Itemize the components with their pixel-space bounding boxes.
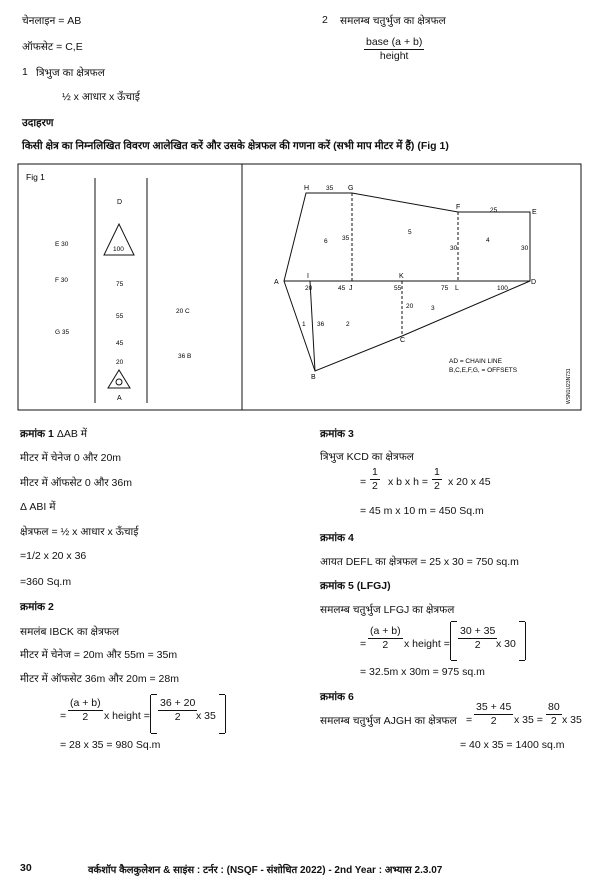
step2-heading: क्रमांक 2 bbox=[20, 601, 54, 613]
step2-line1: समलंब IBCK का क्षेत्रफल bbox=[20, 626, 120, 638]
step3-num2: 1 bbox=[434, 466, 440, 478]
step1-line5: =1/2 x 20 x 36 bbox=[20, 550, 87, 562]
step5-equals: = bbox=[360, 638, 367, 650]
step3-den1: 2 bbox=[372, 480, 378, 492]
step2-numerator: (a + b) bbox=[70, 697, 101, 709]
step5-bracket-denominator: 2 bbox=[474, 639, 481, 651]
step6-result: = 40 x 35 = 1400 sq.m bbox=[460, 739, 565, 751]
footer-title: वर्कशॉप कैलकुलेशन & साइंस : टर्नर : (NSQF - संशोधित 2022) - 2nd Year : अभ्यास 2.3.07 bbox=[88, 865, 443, 876]
field-45: 45 bbox=[116, 340, 124, 347]
step2-bracket-fraction bbox=[158, 697, 197, 724]
pt-c: C bbox=[400, 337, 406, 344]
step6-den2: 2 bbox=[550, 715, 557, 727]
step3-equals: = bbox=[360, 476, 367, 488]
step6-fraction2 bbox=[546, 701, 562, 728]
field-100: 100 bbox=[113, 246, 124, 253]
step3-heading: क्रमांक 3 bbox=[320, 428, 354, 440]
page-number: 30 bbox=[20, 862, 32, 874]
step5-line1: समलम्ब चतुर्भुज LFGJ का क्षेत्रफल bbox=[320, 604, 455, 616]
legend-chain: AD = CHAIN LINE bbox=[449, 358, 502, 365]
step1-line4: क्षेत्रफल = ½ x आधार x ऊँचाई bbox=[20, 526, 139, 538]
step5-heading: क्रमांक 5 (LFGJ) bbox=[320, 580, 391, 592]
area-5: 5 bbox=[408, 229, 412, 236]
step2-line3: मीटर में ऑफसेट 36m और 20m = 28m bbox=[20, 673, 179, 685]
step2-result: = 28 x 35 = 980 Sq.m bbox=[60, 739, 161, 751]
field-75: 75 bbox=[116, 281, 124, 288]
step2-denominator: 2 bbox=[82, 711, 89, 723]
pt-h: H bbox=[304, 185, 310, 192]
lbl-36: 36 bbox=[317, 321, 325, 328]
problem-statement: किसी क्षेत्र का निम्नलिखित विवरण आलेखित करें और उसके क्षेत्रफल की गणना करें (सभी माप मीटर में हैं) (Fig 1) bbox=[22, 140, 449, 152]
step5-denominator: 2 bbox=[382, 639, 389, 651]
area-1: 1 bbox=[302, 321, 306, 328]
fig-caption: Fig 1 bbox=[26, 172, 45, 182]
lbl-100-base: 100 bbox=[497, 285, 508, 292]
step6-num2: 80 bbox=[548, 701, 560, 713]
step6-line1: समलम्ब चतुर्भुज AJGH का क्षेत्रफल bbox=[320, 715, 457, 727]
item1-title: त्रिभुज का क्षेत्रफल bbox=[36, 67, 105, 79]
offset-text: ऑफसेट = C,E bbox=[22, 41, 83, 53]
step3-middle: x b x h = bbox=[388, 476, 428, 488]
step4-line1: आयत DEFL का क्षेत्रफल = 25 x 30 = 750 sq.m bbox=[320, 556, 519, 568]
pt-a: A bbox=[274, 279, 279, 286]
area-4: 4 bbox=[486, 237, 490, 244]
step6-tail: x 35 bbox=[562, 714, 582, 726]
step6-middle: x 35 = bbox=[514, 714, 543, 726]
step1-line3: Δ ABI में bbox=[20, 501, 56, 513]
lbl-75-base: 75 bbox=[441, 285, 449, 292]
pt-f: F bbox=[456, 204, 461, 211]
area-3: 3 bbox=[431, 305, 435, 312]
example-heading: उदाहरण bbox=[22, 117, 54, 129]
step6-equals: = bbox=[466, 714, 473, 726]
step6-fraction1 bbox=[474, 701, 513, 728]
step5-fraction bbox=[368, 625, 403, 652]
step1-label: क्रमांक 1 bbox=[20, 428, 54, 440]
field-d: D bbox=[117, 199, 123, 206]
step3-result: = 45 m x 10 m = 450 Sq.m bbox=[360, 505, 484, 517]
item1-number: 1 bbox=[22, 66, 28, 78]
fieldbook-panel bbox=[18, 164, 242, 410]
lbl-45-base: 45 bbox=[338, 285, 346, 292]
item2-numerator: base (a + b) bbox=[366, 36, 423, 48]
lbl-55-base: 55 bbox=[394, 285, 402, 292]
step5-result: = 32.5m x 30m = 975 sq.m bbox=[360, 666, 485, 678]
lbl-20-kc: 20 bbox=[406, 303, 414, 310]
step3-tail: x 20 x 45 bbox=[448, 476, 491, 488]
area-6: 6 bbox=[324, 238, 328, 245]
field-e30: E 30 bbox=[55, 241, 69, 248]
plot-panel bbox=[242, 164, 581, 410]
step1-line1: मीटर में चेनेज 0 और 20m bbox=[20, 452, 122, 464]
field-boundary bbox=[284, 193, 530, 371]
lbl-30-a: 30 bbox=[450, 245, 458, 252]
step1-triangle: ΔAB में bbox=[56, 428, 88, 440]
pt-g: G bbox=[348, 185, 354, 192]
start-circle-symbol bbox=[116, 379, 122, 385]
field-20: 20 bbox=[116, 359, 124, 366]
pt-d: D bbox=[531, 279, 537, 286]
lbl-35-top: 35 bbox=[326, 185, 334, 192]
step2-bracket-numerator: 36 + 20 bbox=[160, 697, 196, 709]
legend-offsets: B,C,E,F,G, = OFFSETS bbox=[449, 367, 518, 374]
step1-heading bbox=[20, 427, 87, 441]
step6-heading: क्रमांक 6 bbox=[320, 691, 354, 703]
step2-equals: = bbox=[60, 710, 67, 722]
field-g35: G 35 bbox=[55, 329, 70, 336]
step4-heading: क्रमांक 4 bbox=[320, 532, 354, 544]
area-2: 2 bbox=[346, 321, 350, 328]
step2-middle: x height = bbox=[104, 710, 150, 722]
step5-middle: x height = bbox=[404, 638, 450, 650]
step3-den2: 2 bbox=[434, 480, 440, 492]
step1-line2: मीटर में ऑफसेट 0 और 36m bbox=[20, 477, 132, 489]
field-a: A bbox=[117, 395, 122, 402]
step5-bracket-multiplier: x 30 bbox=[496, 638, 516, 650]
step2-bracket-denominator: 2 bbox=[174, 711, 181, 723]
step2-fraction bbox=[68, 697, 103, 724]
pt-e: E bbox=[532, 209, 537, 216]
field-f30: F 30 bbox=[55, 277, 69, 284]
item1-formula: ½ x आधार x ऊँचाई bbox=[62, 91, 140, 103]
lbl-35-v: 35 bbox=[342, 235, 350, 242]
pt-k: K bbox=[399, 273, 404, 280]
chainline-text: चेनलाइन = AB bbox=[22, 15, 82, 27]
step3-fraction1 bbox=[370, 466, 380, 493]
step3-fraction2 bbox=[432, 466, 442, 493]
field-b36: 36 B bbox=[178, 353, 192, 360]
pt-j: J bbox=[349, 285, 353, 292]
lbl-30-b: 30 bbox=[521, 245, 529, 252]
step2-bracket-multiplier: x 35 bbox=[196, 710, 216, 722]
pt-b: B bbox=[311, 374, 316, 381]
field-c20: 20 C bbox=[176, 308, 190, 315]
step3-num1: 1 bbox=[372, 466, 378, 478]
lbl-25: 25 bbox=[490, 207, 498, 214]
step6-den1: 2 bbox=[490, 715, 497, 727]
item2-title: समलम्ब चतुर्भुज का क्षेत्रफल bbox=[340, 15, 446, 27]
step6-num1: 35 + 45 bbox=[476, 701, 512, 713]
field-55: 55 bbox=[116, 313, 124, 320]
step5-numerator: (a + b) bbox=[370, 625, 401, 637]
step1-line6: =360 Sq.m bbox=[20, 576, 72, 588]
figure-code: WSN1U23N731 bbox=[566, 368, 572, 404]
step5-bracket-numerator: 30 + 35 bbox=[460, 625, 496, 637]
item2-denominator: height bbox=[379, 50, 409, 62]
lbl-20-base: 20 bbox=[305, 285, 313, 292]
step5-bracket-fraction bbox=[458, 625, 497, 652]
pt-i: I bbox=[307, 273, 309, 280]
step3-line1: त्रिभुज KCD का क्षेत्रफल bbox=[320, 451, 414, 463]
item2-number: 2 bbox=[322, 14, 328, 26]
pt-l: L bbox=[455, 285, 459, 292]
step2-line2: मीटर में चेनेज = 20m और 55m = 35m bbox=[20, 649, 178, 661]
